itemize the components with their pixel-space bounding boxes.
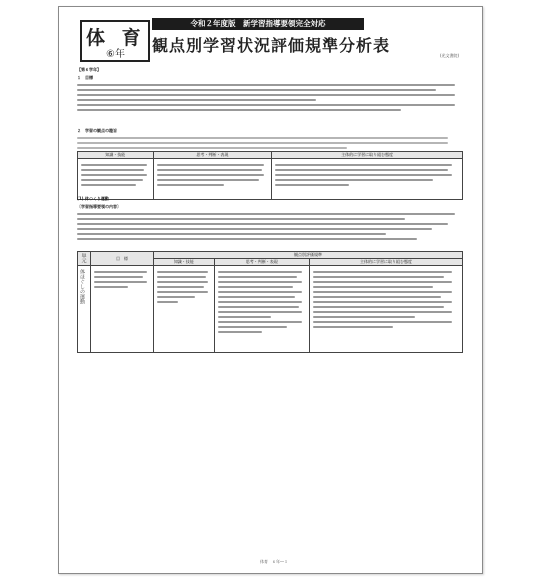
text-line <box>77 104 455 106</box>
text-line <box>157 169 262 171</box>
text-line <box>275 179 433 181</box>
text-line <box>81 179 143 181</box>
text-line <box>218 311 302 313</box>
text-line <box>94 271 147 273</box>
text-line <box>218 296 296 298</box>
text-line <box>218 321 302 323</box>
criteria-table <box>77 151 463 200</box>
text-line <box>313 281 452 283</box>
row-label: 体ほぐしの運動 <box>79 269 85 304</box>
text-line <box>77 99 316 101</box>
text-line <box>77 238 417 240</box>
evaluation-table <box>77 251 463 353</box>
text-line <box>157 174 264 176</box>
text-line <box>218 301 302 303</box>
text-line <box>77 94 455 96</box>
text-line <box>77 223 448 225</box>
text-line <box>77 228 432 230</box>
text-line <box>218 316 271 318</box>
criteria-header-attitude: 主体的に学習に取り組む態度 <box>272 152 463 159</box>
text-line <box>313 301 452 303</box>
text-line <box>313 276 444 278</box>
page-title: 観点別学習状況評価規準分析表 <box>152 36 391 55</box>
text-line <box>218 271 302 273</box>
evaluation-group-header: 観点別評価規準 <box>154 252 463 259</box>
text-line <box>77 218 405 220</box>
text-line <box>81 169 144 171</box>
text-line <box>157 276 206 278</box>
evaluation-cell <box>154 266 215 353</box>
text-line <box>275 164 451 166</box>
text-line <box>275 184 348 186</box>
criteria-header-thinking: 思考・判断・表現 <box>153 152 272 159</box>
text-line <box>313 326 393 328</box>
grade-label: ⑥年 <box>106 49 125 60</box>
text-line <box>218 326 287 328</box>
page-footer: 体育 ６年―１ <box>260 559 288 564</box>
criteria-header-knowledge: 知識・技能 <box>78 152 154 159</box>
text-line <box>77 147 347 149</box>
text-line <box>77 84 455 86</box>
goals-subheading: １ 目標 <box>77 75 93 80</box>
criteria-cell <box>272 159 463 200</box>
text-line <box>77 89 436 91</box>
text-line <box>77 233 386 235</box>
text-line <box>77 137 448 139</box>
text-line <box>275 169 448 171</box>
evaluation-cell <box>214 266 309 353</box>
text-line <box>77 109 401 111</box>
goals-block <box>77 67 463 111</box>
text-line <box>94 286 128 288</box>
unit-heading: (1) 体つくり運動 <box>77 196 109 201</box>
goals-heading: 【第６学年】 <box>77 67 101 72</box>
text-line <box>157 291 208 293</box>
text-line <box>157 184 224 186</box>
evaluation-header-attitude: 主体的に学習に取り組む態度 <box>309 259 462 266</box>
col-unit: 単元 <box>78 252 91 266</box>
text-line <box>157 301 178 303</box>
text-line <box>157 179 260 181</box>
text-line <box>275 174 451 176</box>
edition-banner: 令和２年度版 新学習指導要領完全対応 <box>152 18 364 30</box>
row-label-cell <box>78 266 91 353</box>
publisher-label: (光文書院) <box>440 53 460 58</box>
text-line <box>157 296 195 298</box>
text-line <box>313 316 415 318</box>
text-line <box>218 331 262 333</box>
text-line <box>94 281 147 283</box>
text-line <box>157 281 208 283</box>
text-line <box>77 142 448 144</box>
text-line <box>218 291 302 293</box>
text-line <box>218 306 299 308</box>
text-line <box>94 276 143 278</box>
text-line <box>218 281 302 283</box>
text-line <box>77 213 455 215</box>
subject-title: 体 育 <box>86 27 146 49</box>
text-line <box>81 174 147 176</box>
unit-subheading: 〔学習指導要領の内容〕 <box>77 204 121 209</box>
text-line <box>81 164 147 166</box>
text-line <box>218 276 297 278</box>
col-content: 目 標 <box>91 252 154 266</box>
text-line <box>157 286 204 288</box>
evaluation-header-thinking: 思考・判断・表現 <box>214 259 309 266</box>
text-line <box>313 296 442 298</box>
evaluation-header-knowledge: 知識・技能 <box>154 259 215 266</box>
text-line <box>313 311 452 313</box>
text-line <box>313 271 452 273</box>
text-line <box>157 271 208 273</box>
criteria-cell <box>78 159 154 200</box>
text-line <box>218 286 293 288</box>
criteria-cell <box>153 159 272 200</box>
text-line <box>81 184 136 186</box>
text-line <box>157 164 264 166</box>
content-cell <box>91 266 154 353</box>
subject-box <box>80 20 150 62</box>
text-line <box>313 306 444 308</box>
text-line <box>313 321 452 323</box>
unit-block <box>77 196 463 240</box>
criteria-block <box>77 128 463 149</box>
text-line <box>313 286 433 288</box>
evaluation-cell <box>309 266 462 353</box>
text-line <box>313 291 452 293</box>
criteria-heading: ２ 学習の観点の趣旨 <box>77 128 117 133</box>
